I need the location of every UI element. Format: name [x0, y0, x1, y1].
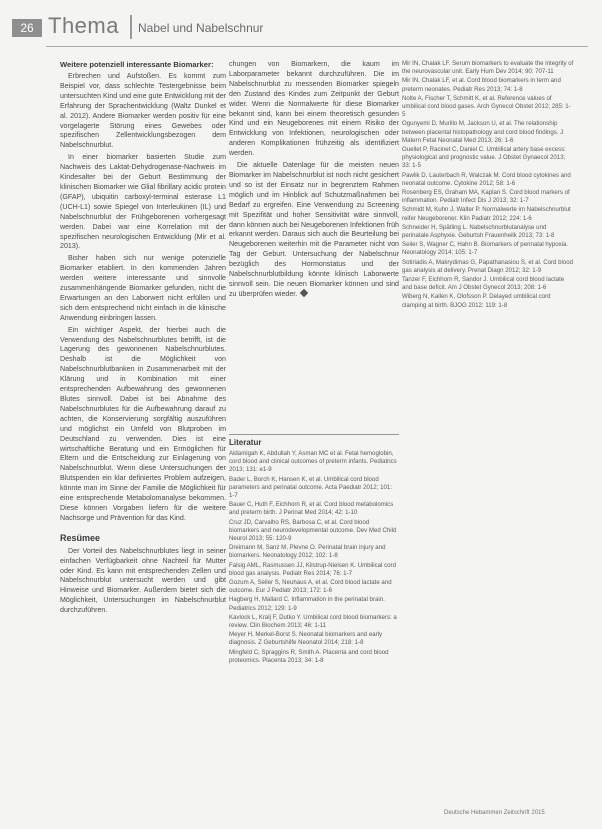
end-mark-icon — [300, 289, 308, 297]
literature-section — [229, 434, 399, 666]
literature-heading: Literatur — [229, 434, 399, 448]
reference-item: Bader L, Borch K, Hansen K, et al. Umbilical cord blood parameters and perinatal outcome. Acta Paediatr 2012; 101: 1-7 — [229, 475, 392, 499]
paragraph: Erbrechen und Aufstoßen. Es kommt zum Beispiel vor, dass schlechte Testergebnisse beim untersuchten Kind und eine gute Entwicklung mit der Erfahrung der Sprachentwicklung (Waltz Dunkel et al. 2012). Andere Biomarker werden positiv für eine vorgelagerte Störung eines Gewebes oder spezifischen Zellentwicklungsbezogen dem Nabelschnurblut. — [60, 72, 226, 150]
subheading: Weitere potenziell interessante Biomarker: — [60, 60, 214, 69]
paragraph: chungen von Biomarkern, die kaum im Laborparameter bekannt durchzuführen. Die im Nabelschnurblut zu messenden Biomarker spiegeln den Zustand des Kindes zum Zeitpunkt der Geburt wider. Wenn die Normalwerte für diese Biomarker bekannt sind, kann bei einem theoretisch gesunden Kind und ein Neugeborenes mit einem Risiko der Entwicklung von Infektionen, neurologischen oder anderen Komplikationen frühzeitig als identifiziert werden. — [229, 60, 399, 158]
reference-item: Ouellet P, Racinet C, Daniel C. Umbilical artery base excess: physiological and prognostic value. J Obstet Gynaecol 2013; 33: 1-5 — [402, 146, 566, 170]
column-3-references — [402, 60, 574, 311]
reference-item: Mingfeld C, Spraggins R, Smith A. Placenta and cord blood proteomics. Placenta 2013; 34: 1-8 — [229, 648, 389, 664]
reference-item: Schmidt M, Kuhn J, Walter P. Normalwerte im Nabelschnurblut reifer Neugeborener. Klin Padiatr 2012; 224: 1-6 — [402, 206, 571, 222]
column-1 — [60, 60, 226, 618]
column-2 — [229, 60, 399, 302]
paragraph — [229, 161, 399, 300]
reference-item: Falsig AML, Rasmussen JJ, Kilstrup-Nielsen K. Umbilical cord blood gas analysis. Pediatr Res 2014; 76: 1-7 — [229, 561, 396, 577]
reference-item: Cruz JD, Carvalho RS, Barbosa C, et al. Cord blood biomarkers and neurodevelopmental outcome. Dev Med Child Neurol 2013; 55: 120-9 — [229, 518, 397, 542]
reference-item: Seiler S, Wagner C, Hahn B. Biomarkers of perinatal hypoxia. Neonatology 2014; 105: 1-7 — [402, 241, 569, 257]
reference-item: Hagberg H, Mallard C. Inflammation in the perinatal brain. Pediatrics 2012; 129: 1-9 — [229, 596, 385, 612]
reference-item: Pawlik D, Lauterbach R, Walczak M. Cord blood cytokines and neonatal outcome. Cytokine 2012; 58: 1-6 — [402, 171, 571, 187]
reference-item: Sotiriadis A, Makrydimas G, Papathanasiou S, et al. Cord blood gas analysis at delivery. Prenat Diagn 2012; 32: 1-9 — [402, 258, 574, 274]
reference-item: Nolte A, Fischer T, Schmitt K, et al. Reference values of umbilical cord blood gases. Arch Gynecol Obstet 2012; 285: 1-5 — [402, 94, 571, 119]
reference-item: Gozum A, Seiler S, Neuhaus A, et al. Cord blood lactate and outcome. Eur J Pediatr 2013; 172: 1-6 — [229, 578, 392, 595]
header-separator — [130, 15, 132, 39]
reference-item: Mir IN, Chalak LF, et al. Cord blood biomarkers in term and preterm neonates. Pediatr Res 2013; 74: 1-8 — [402, 77, 561, 93]
reference-item: Rosenberg ES, Graham MA, Kaplan S. Cord blood markers of inflammation. Pediatr Infect Dis J 2013; 32: 1-7 — [402, 189, 570, 205]
reference-item: Ogunyemi D, Murillo M, Jackson U, et al. The relationship between placental histopathology and cord blood findings. J Matern Fetal Neonatal Med 2013; 26: 1-6 — [402, 120, 564, 144]
reference-item: Mir IN, Chalak LF. Serum biomarkers to evaluate the integrity of the neurovascular unit. Early Hum Dev 2014; 90: 707-11 — [402, 60, 574, 76]
section-title: Thema — [48, 13, 119, 38]
paragraph: Ein wichtiger Aspekt, der hierbei auch die Verwendung des Nabelschnurblutes betrifft, ist die Lagerung des gewonnenen Nabelschnurblutes. Deshalb ist die Möglichkeit von Nabelschnurblutbanken in Zusammenarbeit mit der Klärung und in Kombination mit einer entsprechenden Aufbewahrung des gewonnenen Blutes sinnvoll. Dabei ist bei Abnahme des Nabelschnurblutes für die Aufbewahrung darauf zu achten, die Konservierung sorgfältig auszuführen und möglichst ein Umfeld von Blutproben im Deutschland zu verwenden. Dies ist eine wirtschaftliche Beratung und ein Ermöglichen für Eltern und die Entscheidung zur Einlagerung von Nabelschnurblut. Wenn diese Untersuchungen der Blutspenden ein klar definiertes Problem aufzeigen, könnte man im Sinne der Familie die Möglichkeit für eine entsprechende Metabolomanalyse bekommen. Diese können Vorgaben liefern für die weitere Nachsorge und Prävention für das Kind. — [60, 325, 226, 522]
reference-item: Schneider H, Spätling L. Nabelschnurblutanalyse und perinatale Asphyxie. Geburtsh Frauenheilk 2013; 73: 1-8 — [402, 223, 555, 240]
paragraph: Der Vorteil des Nabelschnurblutes liegt in seiner einfachen Verfügbarkeit ohne Nachteil für Mutter oder Kind. Es kann mit entsprechenden Zellen und Nabelschnurblut untersucht werden und gibt Hinweise und Biomarker. Außerdem bietet sich die Möglichkeit, Untersuchungen im Nabelschnurblut durchzuführen. — [60, 546, 226, 615]
reference-item: Bauer C, Huth F, Eichhorn R, et al. Cord blood metabolomics and preterm birth. J Perinat Med 2014; 42: 1-10 — [229, 501, 394, 517]
page-number: 26 — [12, 19, 42, 37]
paragraph: Bisher haben sich nur wenige potenzielle Biomarker etabliert. In den kommenden Jahren werden weitere interessante und sinnvolle zusammenhängende Biomarker gefunden, nicht die Erwartungen an den Laborwert nicht erfüllen und sich dem entsprechend nicht einfach in die klinische Anwendung einbringen lassen. — [60, 254, 226, 322]
reference-item: Tanzer F, Eichhorn R, Sandor J. Umbilical cord blood lactate and base deficit. Am J Obstet Gynecol 2013; 208: 1-6 — [402, 276, 565, 292]
section-subtitle: Nabel und Nabelschnur — [138, 21, 264, 35]
resume-heading: Resümee — [60, 532, 101, 543]
reference-item: Wiberg N, Kallen K, Olofsson P. Delayed umbilical cord clamping at birth. BJOG 2012; 119: 1-8 — [402, 293, 551, 309]
header-rule — [46, 46, 588, 47]
page-header — [0, 0, 602, 48]
paragraph: In einer biomarker basierten Studie zum Nachweis des Laktat-Dehydrogenase-Nachweis im Kindesalter bei der Geburt Bestimmung der klinischen Biomarker wie Glial fibrillary acidic protein (GFAP), ubiquitin carboxyl-terminal esterase L1 (UCH-L1) sowie Spiegel von Interleukinen (IL) und Nabelschnurblut der Frühgeborenen vorhergesagt werden. Dabei war eine Korrelation mit der spezifischen neurologischen Entwicklung (Mir et al. 2013). — [60, 153, 226, 251]
page-footer: Deutsche Hebammen Zeitschrift 2015 — [444, 810, 545, 816]
reference-item: Aldamigah K, Abdullah Y, Asman MC et al. Fetal hemoglobin, cord blood and clinical outcomes of preterm infants. Pediatrics 2013; 131: e1-9 — [229, 449, 397, 474]
reference-item: Kavlock L, Kralj F, Dutko Y. Umbilical cord blood biomarkers: a review. Clin Biochem 2013; 46: 1-11 — [229, 613, 397, 629]
paragraph-text: Die aktuelle Datenlage für die meisten neuen Biomarker im Nabelschnurblut ist noch nicht gesichert und so ist der Einsatz nur in begrenztem Rahmen möglich und im Hinblick auf Schutzmaßnahmen bei Bedarf zu ergreifen. Eine Verwendung zu Screening mit Spezifität und hoher Sensitivität wäre sinnvoll, dann können auch bei Neugeborenen Infektionen früh erkannt werden. Daraus sich auch die Beurteilung bei Neugeborenen weiterhin mit die Parameter nicht von Tag der Geburt. Untersuchung der Nabelschnur bezüglich des Hormonstatus und der Nabelschnurblutbildung könnte klinisch Laborwerte sinnvoll sein. Die neuen Biomarker können und sind zu überprüfen wieder. — [229, 161, 399, 298]
reference-item: Dreimann M, Sanz M, Plevne O. Perinatal brain injury and biomarkers. Neonatology 2012; 102: 1-8 — [229, 544, 386, 560]
reference-item: Meyer H, Merkel-Borst S. Neonatal biomarkers and early diagnosis. Z Geburtshilfe Neonatol 2014; 218: 1-8 — [229, 631, 383, 647]
